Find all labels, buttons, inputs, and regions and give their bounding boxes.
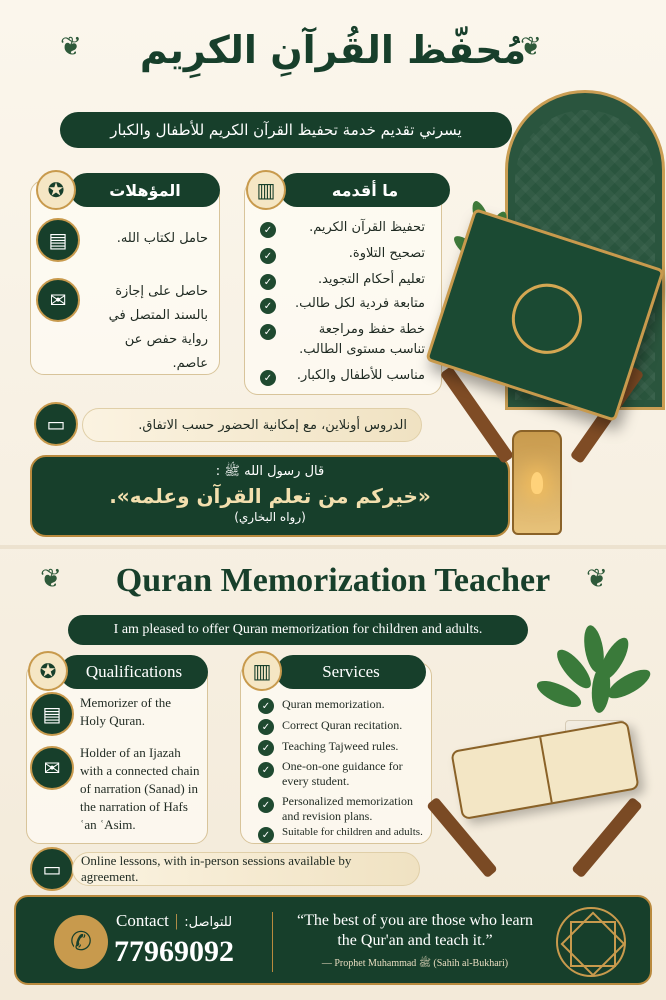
subtitle-banner-arabic: يسرني تقديم خدمة تحفيظ القرآن الكريم للأطفال والكبار (60, 112, 512, 148)
service-item: تحفيظ القرآن الكريم. (309, 220, 425, 235)
service-item: Quran memorization. (282, 697, 385, 711)
contact-footer (14, 895, 652, 985)
medal-icon: ✪ (36, 170, 76, 210)
service-item: تعليم أحكام التجويد. (317, 272, 425, 287)
hadith-text: «خيركم من تعلم القرآن وعلمه». (109, 484, 431, 508)
leaf-icon: ❦ (60, 32, 82, 62)
page-title-arabic: مُحفّظ القُرآنِ الكرِيم (139, 28, 527, 72)
service-item: Teaching Tajweed rules. (282, 739, 399, 753)
book-icon: ▥ (242, 651, 282, 691)
scroll-icon: ✉ (36, 278, 80, 322)
book-icon: ▥ (246, 170, 286, 210)
qualification-item: Memorizer of the Holy Quran. (80, 695, 171, 728)
medal-icon: ✪ (28, 651, 68, 691)
hadith-intro: قال رسول الله ﷺ : (215, 464, 325, 479)
qualifications-heading-english: Qualifications (60, 655, 208, 689)
check-icon: ✓ (258, 797, 274, 813)
service-item: خطة حفظ ومراجعة تناسب مستوى الطالب. (299, 322, 425, 357)
qualification-item: حامل لكتاب الله. (116, 231, 208, 246)
check-icon: ✓ (260, 274, 276, 290)
service-item: One-on-one guidance for every student. (282, 759, 403, 788)
service-item: مناسب للأطفال والكبار. (296, 368, 425, 383)
lantern-image (512, 430, 562, 535)
phone-icon[interactable]: ✆ (54, 915, 108, 969)
book-stand (571, 797, 643, 879)
check-icon: ✓ (260, 222, 276, 238)
footer-quote: “The best of you are those who learn the Qur'an and teach it.” (297, 912, 533, 949)
check-icon: ✓ (260, 298, 276, 314)
leaf-icon: ❦ (520, 32, 542, 62)
check-icon: ✓ (260, 324, 276, 340)
online-note-english: Online lessons, with in-person sessions available by agreement. (72, 852, 420, 886)
contact-label-english: Contact (116, 911, 169, 930)
online-note-arabic: الدروس أونلاين، مع إمكانية الحضور حسب الاتفاق. (82, 408, 422, 442)
check-icon: ✓ (260, 370, 276, 386)
qualification-item: Holder of an Ijazah with a connected chain of narration (Sanad) in the narration of Hafs ʿan ʿAsim. (80, 745, 200, 832)
service-item: تصحيح التلاوة. (348, 246, 425, 261)
open-quran-image (450, 720, 639, 820)
page-title-english: Quran Memorization Teacher (115, 562, 551, 599)
book-icon: ▤ (36, 218, 80, 262)
contact-separator: | (174, 911, 179, 930)
check-icon: ✓ (258, 827, 274, 843)
check-icon: ✓ (258, 719, 274, 735)
service-item: Suitable for children and adults. (282, 826, 423, 838)
footer-divider (272, 912, 273, 972)
check-icon: ✓ (260, 248, 276, 264)
rosette-icon (556, 907, 626, 977)
service-item: Personalized memorization and revision plans. (282, 794, 413, 823)
service-item: Correct Quran recitation. (282, 718, 403, 732)
laptop-icon: ▭ (34, 402, 78, 446)
service-item: متابعة فردية لكل طالب. (294, 296, 425, 311)
services-heading-arabic: ما أقدمه (280, 173, 450, 207)
hadith-source: (رواه البخاري) (234, 510, 306, 524)
qualifications-heading-arabic: المؤهلات (70, 173, 220, 207)
check-icon: ✓ (258, 762, 274, 778)
plant-decoration (530, 625, 660, 735)
leaf-icon: ❦ (586, 564, 608, 594)
section-divider (0, 545, 666, 549)
contact-label-arabic: للتواصل: (184, 915, 233, 930)
footer-quote-source: — Prophet Muhammad ﷺ (Sahih al-Bukhari) (321, 958, 509, 969)
book-icon: ▤ (30, 692, 74, 736)
leaf-icon: ❦ (40, 564, 62, 594)
subtitle-banner-english: I am pleased to offer Quran memorization for children and adults. (68, 615, 528, 645)
check-icon: ✓ (258, 740, 274, 756)
check-icon: ✓ (258, 698, 274, 714)
contact-label-row (116, 911, 232, 931)
laptop-icon: ▭ (30, 847, 74, 891)
scroll-icon: ✉ (30, 746, 74, 790)
hadith-box (30, 455, 510, 537)
phone-number[interactable]: 77969092 (114, 935, 234, 968)
services-heading-english: Services (276, 655, 426, 689)
qualification-item: حاصل على إجازة بالسند المتصل في رواية حفص عن عاصم. (108, 284, 208, 371)
